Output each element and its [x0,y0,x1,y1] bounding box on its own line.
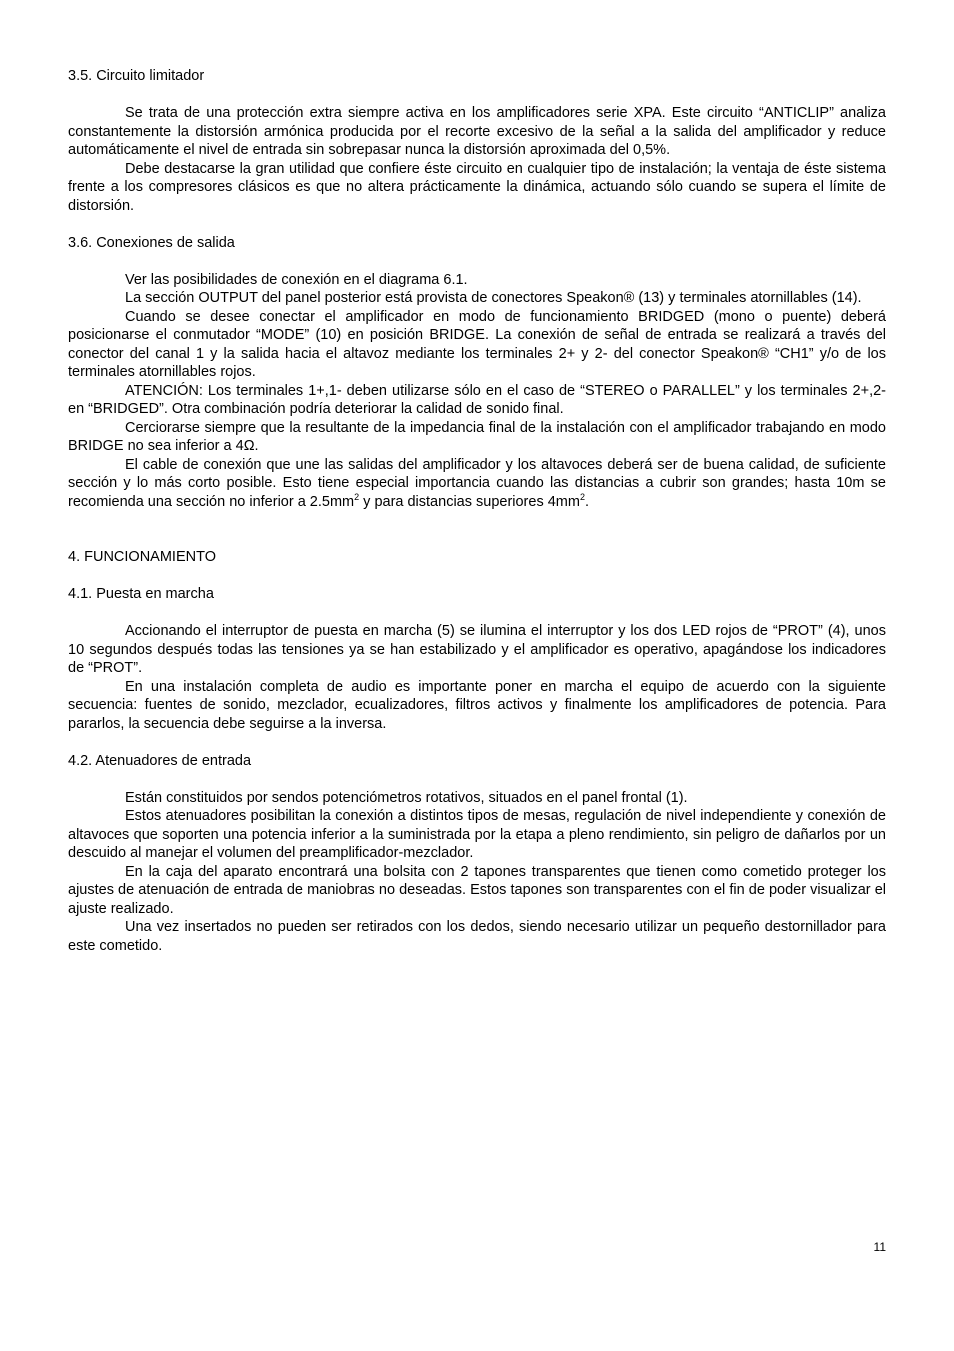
section-4-2-body [68,789,886,956]
paragraph: Cuando se desee conectar el amplificador en modo de funcionamiento BRIDGED (mono o puente) deberá posicionarse el conmutador “MODE” (10) en posición BRIDGE. La conexión de señal de entrada se realizará a través del conector del canal 1 y la salida hacia el altavoz mediante los terminales 2+ y 2- del conector Speakon® “CH1” y/o de los terminales atornillables rojos. [68,308,886,380]
paragraph: En una instalación completa de audio es importante poner en marcha el equipo de acuerdo con la siguiente secuencia: fuentes de sonido, mezclador, ecualizadores, filtros activos y finalmente los amplificadores de potencia. Para pararlos, la secuencia debe seguirse a la inversa. [68,678,886,732]
section-3-5-body [68,104,886,215]
section-heading-4-2: 4.2. Atenuadores de entrada [68,752,252,769]
document-body [68,67,886,974]
section-3-6-body [68,271,886,512]
cable-text-2: y para distancias superiores 4mm [359,493,580,510]
paragraph: La sección OUTPUT del panel posterior está provista de conectores Speakon® (13) y terminales atornillables (14). [125,290,862,306]
paragraph: Accionando el interruptor de puesta en marcha (5) se ilumina el interruptor y los dos LED rojos de “PROT” (4), unos 10 segundos después todas las tensiones ya se han estabilizado y el amplificador es operativo, apagándose los indicadores de “PROT”. [68,623,886,676]
section-heading-3-5: 3.5. Circuito limitador [68,68,205,84]
superscript: 2 [354,491,360,502]
cable-text-3: . [584,493,590,510]
paragraph: Están constituidos por sendos potenciómetros rotativos, situados en el panel frontal (1). [125,789,688,806]
paragraph: En la caja del aparato encontrará una bolsita con 2 tapones transparentes que tienen como cometido proteger los ajustes de atenuación de entrada de maniobras no deseadas. Estos tapones son transparentes con el fin de poder visualizar el ajuste realizado. [68,863,886,917]
spacer [68,567,886,586]
paragraph: Cerciorarse siempre que la resultante de la impedancia final de la instalación con el amplificador trabajando en modo BRIDGE no sea inferior a 4Ω. [68,419,886,454]
spacer [68,530,886,549]
section-heading-3-6: 3.6. Conexiones de salida [68,234,235,251]
cable-paragraph [68,456,886,512]
cable-text-1: El cable de conexión que une las salidas del amplificador y los altavoces deberá ser de buena calidad, de suficiente sección y lo más corto posible. Esto tiene especial importancia cuando las distancias a cubrir son grandes; hasta 10m se recomienda una sección no inferior a 2.5mm [68,456,886,510]
paragraph: Se trata de una protección extra siempre activa en los amplificadores serie XPA. Este circuito “ANTICLIP” analiza constantemente la distorsión armónica producida por el recorte excesivo de la señal a la salida del amplificador y reduce automáticamente el nivel de entrada sin sobrepasar nunca la distorsión aproximada del 0,5%. [68,105,886,158]
superscript: 2 [579,491,585,502]
paragraph: Debe destacarse la gran utilidad que confiere éste circuito en cualquier tipo de instalación; la ventaja de éste sistema frente a los compresores clásicos es que no altera prácticamente la dinámica, actuando sólo cuando se supera el límite de distorsión. [68,160,886,214]
paragraph: Ver las posibilidades de conexión en el diagrama 6.1. [125,271,468,288]
page-number: 11 [873,1240,886,1254]
section-4-1-body [68,622,886,733]
paragraph: ATENCIÓN: Los terminales 1+,1- deben utilizarse sólo en el caso de “STEREO o PARALLEL” y los terminales 2+,2- en “BRIDGED”. Otra combinación podría deteriorar la calidad de sonido final. [68,382,886,417]
section-heading-4-1: 4.1. Puesta en marcha [68,586,214,602]
paragraph: Estos atenuadores posibilitan la conexión a distintos tipos de mesas, regulación de nivel independiente y conexión de altavoces que soporten una potencia inferior a la suministrada por la etapa a pleno rendimiento, sin peligro de dañarlos por un descuido al manejar el volumen del preamplificador-mezclador. [68,808,886,861]
paragraph: Una vez insertados no pueden ser retirados con los dedos, siendo necesario utilizar un pequeño destornillador para este cometido. [68,919,886,954]
chapter-heading-4: 4. FUNCIONAMIENTO [68,549,216,565]
